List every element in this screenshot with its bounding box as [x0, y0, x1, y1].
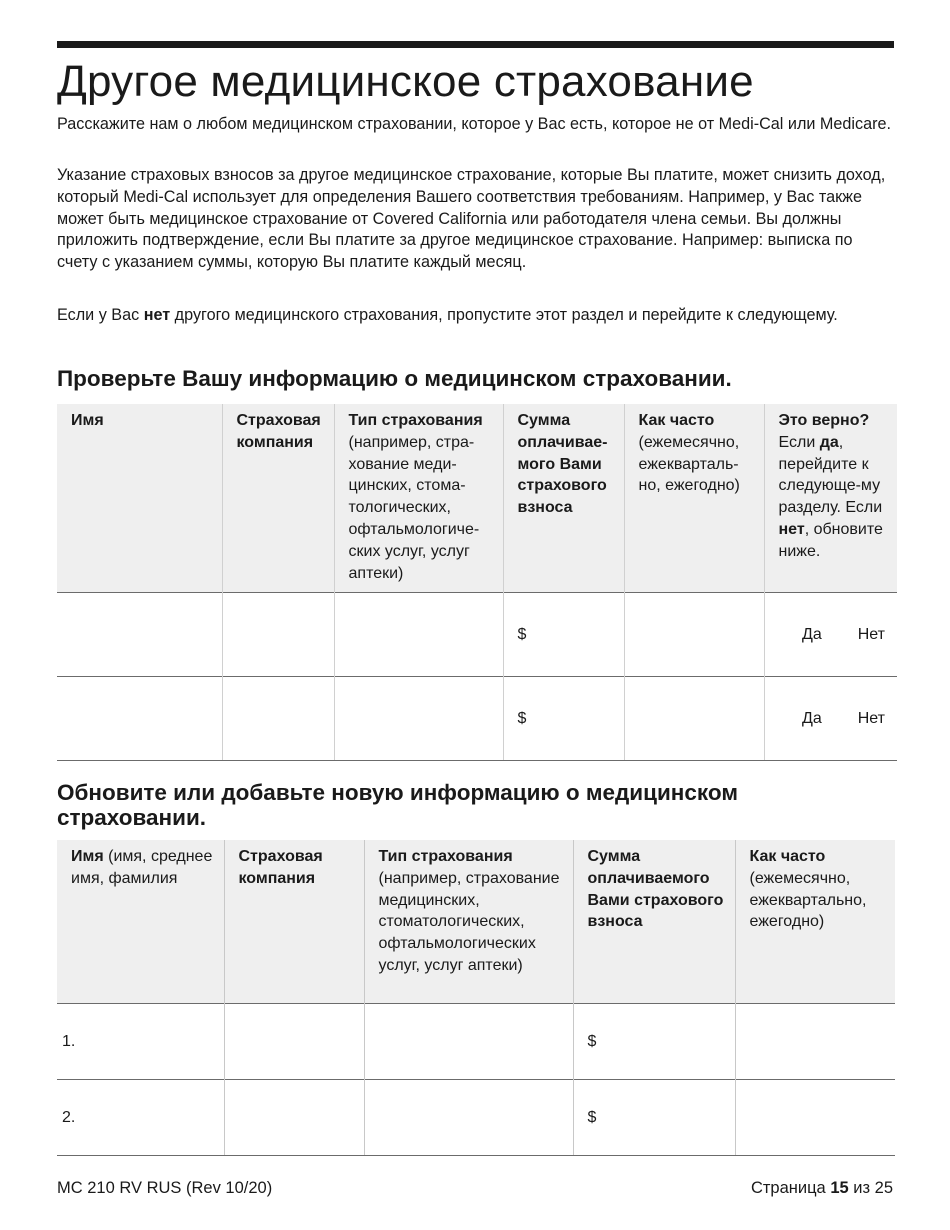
col-type: Тип страхования (например, стра-хование меди-цинских, стома-тологических, офтальмологиче-ских услуг, услуг аптеки): [334, 404, 503, 593]
col-frequency: Как часто (ежемесячно, ежеквартально, ежегодно): [735, 840, 895, 1004]
name-field[interactable]: [57, 1004, 224, 1080]
col-name: Имя: [57, 404, 222, 593]
update-section-title: Обновите или добавьте новую информацию о медицинском страховании.: [57, 780, 738, 830]
type-field[interactable]: [364, 1080, 573, 1156]
dollar-sign: $: [587, 1108, 597, 1126]
page-number: Страница 15 из 25: [750, 1179, 893, 1197]
no-option[interactable]: Нет: [857, 709, 885, 727]
update-insurance-table: [57, 840, 895, 1156]
company-field[interactable]: [222, 593, 334, 677]
no-option[interactable]: Нет: [857, 625, 885, 643]
form-id: MC 210 RV RUS (Rev 10/20): [57, 1179, 273, 1197]
check-section-title: Проверьте Вашу информацию о медицинском страховании.: [57, 366, 732, 391]
intro-paragraph-2: Указание страховых взносов за другое медицинское страхование, которые Вы платите, может снизить доход, который Medi-Cal использует для определения Вашего соответствия требованиям. Например, у Вас также может быть медицинское страхование от Covered California или работодателя члена семьи. Вы должны приложить подтверждение, если Вы платите за другое медицинское страхование. Например: выписка по счету с указанием суммы, которую Вы платите каждый месяц.: [57, 166, 886, 272]
row-number: 2.: [62, 1108, 76, 1126]
table-row: [57, 1004, 895, 1080]
col-amount: Сумма оплачивае-мого Вами страхового взноса: [503, 404, 624, 593]
col-correct: Это верно? Если да, перейдите к следующе-му разделу. Если нет, обновите ниже.: [764, 404, 897, 593]
type-field[interactable]: [334, 593, 503, 677]
company-field[interactable]: [224, 1080, 364, 1156]
col-frequency: Как часто (ежемесячно, ежекварталь-но, ежегодно): [624, 404, 764, 593]
col-company: Страховая компания: [222, 404, 334, 593]
correct-field: [764, 593, 897, 677]
col-type: Тип страхования (например, страхование медицинских, стоматологических, офтальмологических услуг, услуг аптеки): [364, 840, 573, 1004]
company-field[interactable]: [224, 1004, 364, 1080]
correct-field: [764, 677, 897, 761]
check-insurance-table: [57, 404, 897, 761]
page-title: Другое медицинское страхование: [57, 57, 754, 106]
frequency-field[interactable]: [624, 593, 764, 677]
table-row: [57, 677, 897, 761]
amount-field[interactable]: [573, 1080, 735, 1156]
table-row: [57, 593, 897, 677]
amount-field[interactable]: [573, 1004, 735, 1080]
amount-field[interactable]: [503, 593, 624, 677]
yes-option[interactable]: Да: [802, 709, 822, 727]
col-amount: Сумма оплачиваемого Вами страхового взноса: [573, 840, 735, 1004]
type-field[interactable]: [364, 1004, 573, 1080]
name-field[interactable]: [57, 593, 222, 677]
intro-paragraph-3: Если у Вас нет другого медицинского страхования, пропустите этот раздел и перейдите к следующему.: [57, 306, 838, 324]
top-rule: [57, 41, 894, 48]
intro-paragraph-1: Расскажите нам о любом медицинском страховании, которое у Вас есть, которое не от Medi-Cal или Medicare.: [57, 115, 892, 133]
dollar-sign: $: [587, 1032, 597, 1050]
row-number: 1.: [62, 1032, 76, 1050]
name-field[interactable]: [57, 1080, 224, 1156]
amount-field[interactable]: [503, 677, 624, 761]
frequency-field[interactable]: [735, 1080, 895, 1156]
type-field[interactable]: [334, 677, 503, 761]
col-company: Страховая компания: [224, 840, 364, 1004]
check-table-header: [57, 404, 897, 593]
dollar-sign: $: [517, 709, 527, 727]
dollar-sign: $: [517, 625, 527, 643]
update-table-header: [57, 840, 895, 1004]
intro-no-emphasis: нет: [143, 306, 171, 324]
frequency-field[interactable]: [624, 677, 764, 761]
frequency-field[interactable]: [735, 1004, 895, 1080]
table-row: [57, 1080, 895, 1156]
company-field[interactable]: [222, 677, 334, 761]
yes-option[interactable]: Да: [802, 625, 822, 643]
col-name: Имя (имя, среднее имя, фамилия: [57, 840, 224, 1004]
name-field[interactable]: [57, 677, 222, 761]
